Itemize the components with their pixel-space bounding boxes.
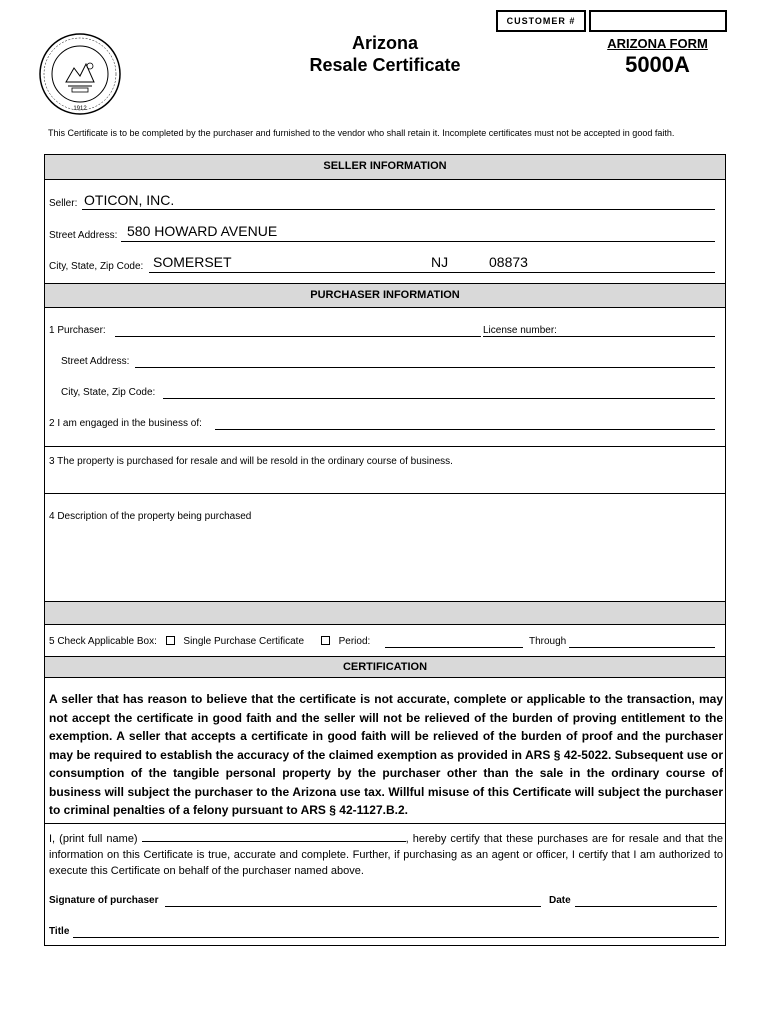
customer-number-label: CUSTOMER # [496,10,586,32]
form-title-line2: Resale Certificate [309,55,461,75]
attest-suffix: , hereby certify that these purchases are for resale and that the information on this Certificate is true, accurate and complete. Further, if purchasing as an agent or officer, I certify that I am authorized to execute this Certificate on behalf of the purchaser named above. [49,833,723,877]
seller-street-line [121,241,715,242]
form-number: 5000A [625,52,690,77]
period-label: Period: [338,636,371,647]
purchaser-line[interactable] [115,336,481,337]
date-line[interactable] [575,906,717,907]
seller-zip-value[interactable]: 08873 [489,254,528,270]
seller-section-header: SELLER INFORMATION [45,155,725,180]
date-label: Date [549,895,571,906]
business-label: 2 I am engaged in the business of: [49,418,202,429]
form-label: ARIZONA FORM [607,36,708,51]
seller-street-label: Street Address: [49,230,118,241]
print-name-line[interactable] [142,832,406,842]
property-description-area[interactable] [45,527,725,601]
signature-line[interactable] [165,906,541,907]
arizona-state-seal-icon [38,32,122,116]
divider-item4 [45,493,725,494]
item5-label: 5 Check Applicable Box: [49,636,157,647]
through-label: Through [529,636,567,647]
shaded-divider-bar [45,601,725,625]
period-end-line[interactable] [569,647,715,648]
item3-text: 3 The property is purchased for resale and will be resold in the ordinary course of business. [49,456,453,467]
form-body [44,154,726,946]
single-purchase-label: Single Purchase Certificate [183,636,305,647]
customer-number-field[interactable] [589,10,727,32]
single-purchase-checkbox[interactable] [166,636,175,645]
title-line[interactable] [73,937,719,938]
business-line[interactable] [215,429,715,430]
seller-value[interactable]: OTICON, INC. [84,192,175,208]
purchaser-street-label: Street Address: [61,356,130,367]
attest-prefix: I, (print full name) [49,833,138,845]
seller-city-line [149,272,715,273]
license-number-line[interactable] [483,336,715,337]
signature-label: Signature of purchaser [49,895,159,906]
seller-street-value[interactable]: 580 HOWARD AVENUE [127,223,278,239]
attestation-paragraph [49,831,723,879]
divider-attest [45,823,725,824]
period-checkbox[interactable] [321,636,330,645]
item4-text: 4 Description of the property being purchased [49,511,252,522]
purchaser-section-header: PURCHASER INFORMATION [45,283,725,308]
title-label: Title [49,926,70,937]
item5-row [49,636,370,647]
intro-text: This Certificate is to be completed by the purchaser and furnished to the vendor who shall retain it. Incomplete certificates must not be accepted in good faith. [48,128,675,138]
period-start-line[interactable] [385,647,523,648]
seller-state-value[interactable]: NJ [431,254,449,270]
form-title-line1: Arizona [351,33,418,53]
purchaser-city-label: City, State, Zip Code: [61,387,156,398]
purchaser-street-line[interactable] [135,367,715,368]
license-number-label: License number: [483,325,557,336]
seller-city-label: City, State, Zip Code: [49,261,144,272]
seal-year: 1912 [73,106,87,112]
divider-item3 [45,446,725,447]
seller-line [82,209,715,210]
certification-section-header: CERTIFICATION [45,656,725,678]
purchaser-label: 1 Purchaser: [49,325,106,336]
purchaser-city-line[interactable] [163,398,715,399]
seller-label: Seller: [49,198,78,209]
certification-warning: A seller that has reason to believe that the certificate is not accurate, complete or applicable to the transaction, may not accept the certificate in good faith and the seller will not be relieved of the burden of proving entitlement to the exemption. A seller that accepts a certificate in good faith will be relieved of the burden of proof and the purchaser may be required to establish the accuracy of the claimed exemption as provided in ARS § 42-5022. Subsequent use or consumption of the tangible personal property by the purchaser other than the sale in the ordinary course of business will subject the purchaser to the Arizona use tax. Willful misuse of this Certificate will subject the purchaser to criminal penalties of a felony pursuant to ARS § 42-1127.B.2. [49,692,723,817]
seller-city-value[interactable]: SOMERSET [153,254,232,270]
